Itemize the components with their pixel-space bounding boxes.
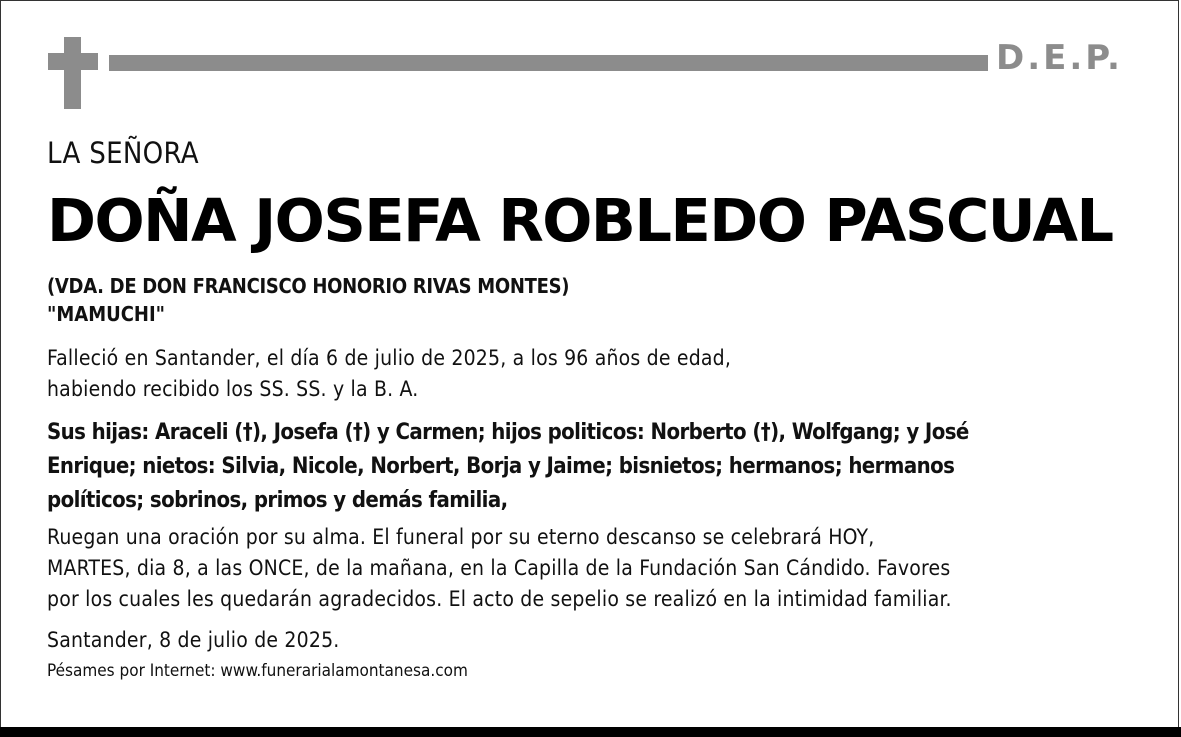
death-line: habiendo recibido los SS. SS. y la B. A. bbox=[47, 377, 419, 401]
condolences-link: Pésames por Internet: www.funerarialamontanesa.com bbox=[47, 661, 468, 681]
deceased-name: DOÑA JOSEFA ROBLEDO PASCUAL bbox=[47, 186, 1113, 255]
bottom-bar bbox=[0, 727, 1181, 737]
family-line: Enrique; nietos: Silvia, Nicole, Norbert, Borja y Jaime; bisnietos; hermanos; hermanos bbox=[47, 454, 955, 479]
family-line: políticos; sobrinos, primos y demás familia, bbox=[47, 488, 508, 513]
nickname: "MAMUCHI" bbox=[47, 302, 166, 326]
prayer-paragraph bbox=[47, 522, 952, 615]
header-rule bbox=[109, 55, 988, 71]
place-date: Santander, 8 de julio de 2025. bbox=[47, 628, 340, 652]
title-prefix: LA SEÑORA bbox=[47, 136, 199, 170]
prayer-line: por los cuales les quedarán agradecidos. El acto de sepelio se realizó en la intimidad familiar. bbox=[47, 587, 952, 611]
dep-label: D.E.P. bbox=[996, 38, 1123, 78]
cross-icon-bar bbox=[48, 53, 98, 70]
death-paragraph bbox=[47, 343, 731, 405]
widow-of: (VDA. DE DON FRANCISCO HONORIO RIVAS MONTES) bbox=[47, 274, 570, 298]
death-line: Falleció en Santander, el día 6 de julio de 2025, a los 96 años de edad, bbox=[47, 346, 732, 370]
family-line: Sus hijas: Araceli (†), Josefa (†) y Carmen; hijos politicos: Norberto (†), Wolfgang; y José bbox=[47, 420, 969, 445]
prayer-line: MARTES, dia 8, a las ONCE, de la mañana, en la Capilla de la Fundación San Cándido. Favores bbox=[47, 556, 951, 580]
family-paragraph bbox=[47, 416, 1137, 518]
cross-icon bbox=[64, 37, 81, 109]
prayer-line: Ruegan una oración por su alma. El funeral por su eterno descanso se celebrará HOY, bbox=[47, 525, 875, 549]
